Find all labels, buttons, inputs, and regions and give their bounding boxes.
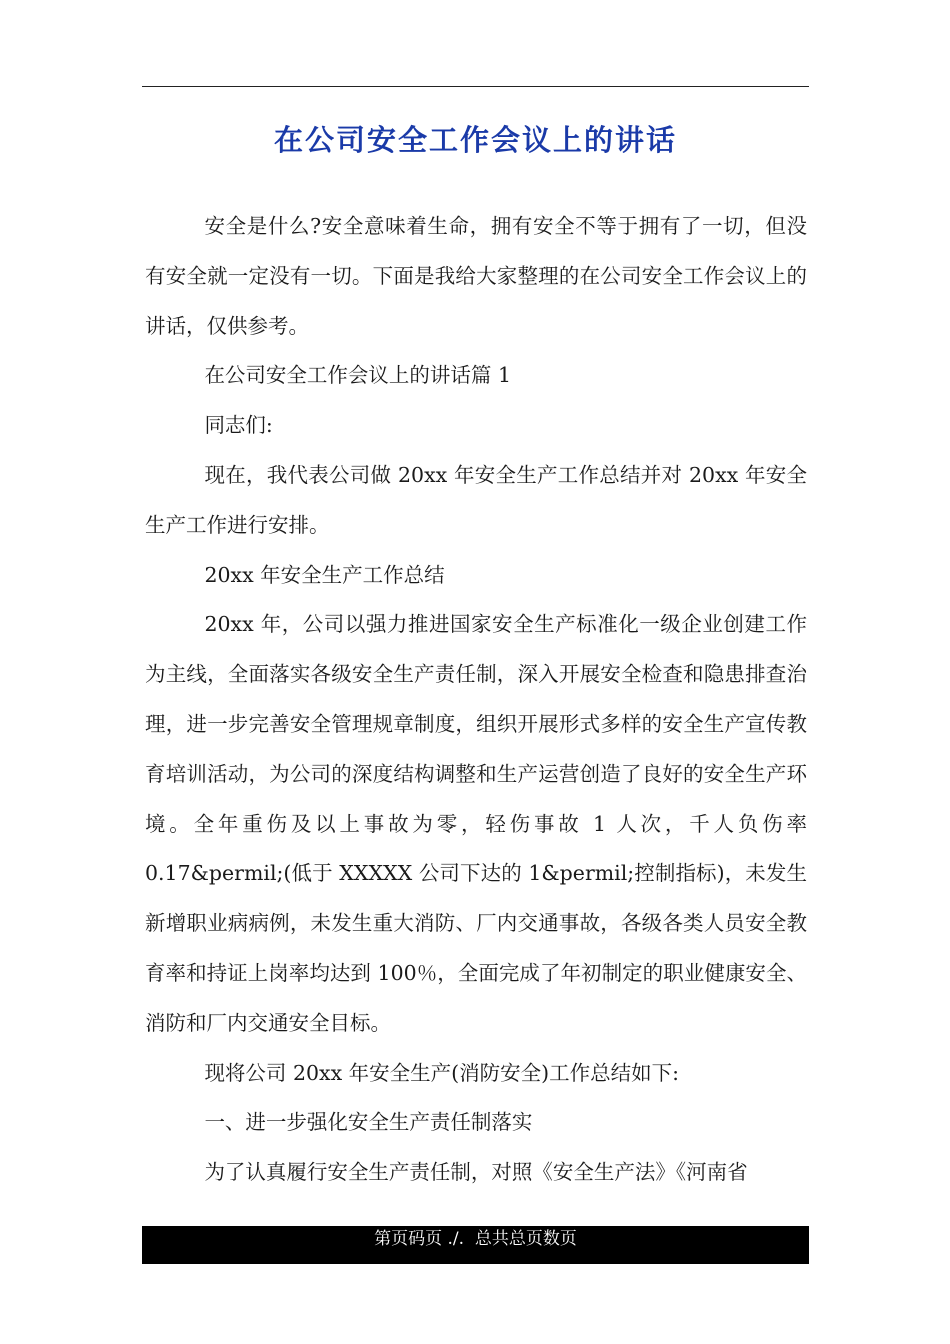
paragraph-section-one-heading: 一、进一步强化安全生产责任制落实 [204,1110,533,1135]
paragraph-summary-intro: 现将公司 20xx 年安全生产(消防安全)工作总结如下: [204,1060,680,1085]
paragraph-summary: 20xx 年，公司以强力推进国家安全生产标准化一级企业创建工作为主线，全面落实各级安全生产责任制，深入开展安全检查和隐患排查治理，进一步完善安全管理规章制度，组织开展形式多样的安全生产宣传教育培训活动，为公司的深度结构调整和生产运营创造了良好的安全生产环境。全年重伤及以上事故为零，轻伤事故 1 人次，千人负伤率 0.17&permil;(低于 XXXXX 公司下达的 1&permil;控制指标)，未发生新增职业病病例，未发生重大消防、厂内交通事故，各级各类人员安全教育率和持证上岗率均达到 100％，全面完成了年初制定的职业健康安全、消防和厂内交通安全目标。 [145,612,807,1035]
document-body [145,202,807,1198]
paragraph-salutation: 同志们: [204,413,273,438]
document-title: 在公司安全工作会议上的讲话 [273,123,677,157]
paragraph-section-one-body: 为了认真履行安全生产责任制，对照《安全生产法》《河南省 [204,1160,748,1185]
page-footer [142,1226,809,1264]
paragraph-speech-heading: 在公司安全工作会议上的讲话篇 1 [204,363,511,388]
paragraph-opening: 现在，我代表公司做 20xx 年安全生产工作总结并对 20xx 年安全生产工作进行安排。 [145,462,807,537]
header-rule [142,86,809,87]
page-number-text: 第页码页 ./. 总共总页数页 [374,1229,577,1249]
paragraph-summary-heading: 20xx 年安全生产工作总结 [204,562,445,587]
paragraph-intro: 安全是什么?安全意味着生命，拥有安全不等于拥有了一切，但没有安全就一定没有一切。下面是我给大家整理的在公司安全工作会议上的讲话，仅供参考。 [145,214,807,338]
